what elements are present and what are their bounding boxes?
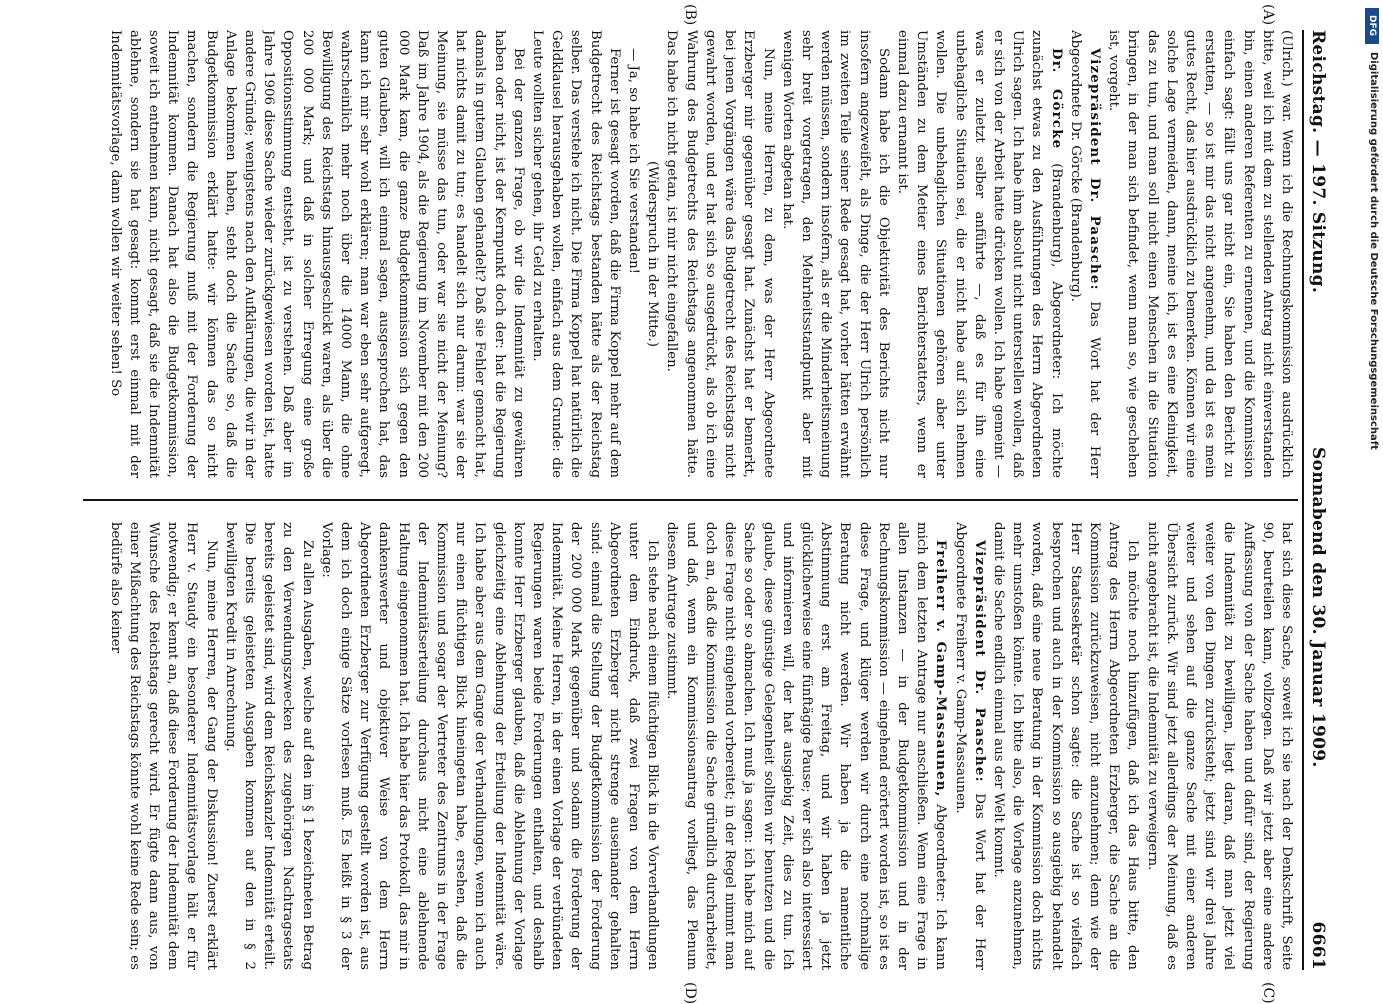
speaker-name: Vizepräsident Dr. Paasche: — [1086, 48, 1102, 291]
left-column — [81, 30, 1296, 478]
margin-marker-b: (B) — [682, 4, 698, 26]
header-left: Reichstag. — 197. Sitzung. — [1308, 30, 1328, 294]
paragraph: Nun, meine Herren, der Gang der Diskussion! Zuerst erklärt Herr v. Staudy ein besonderer Indemnitätsvorlage hält er für notwendig; er kennt an, daß diese Forderung der Indemnität dem Wunsche des Reichstags gerecht wird. Er fügte dann aus, von einer Mißachtung des Reichstags könnte wohl keine Rede sein; es bedürfe also keiner — [107, 522, 219, 970]
speaker-name: Dr. Görcke — [1048, 48, 1064, 150]
paragraph-text: Abgeordneter: Ich kann mich dem letzten Antrage nur anschließen. Wenn eine Frage in allen Instanzen — in der Budgetkommission und in der Rechnungskommission — eingehend erörtert worden ist, so ist es diese Frage, und klüger werden wir durch eine nochmalige Beratung nicht werden. Wir haben ja die namentliche Abstimmung erst am Freitag, und wir haben ja jetzt glücklicherweise eine fünftägige Pause; wer sich also interessiert und informieren will, der hat ausgiebig Zeit, dies zu tun. Ich glaube, diese günstige Gelegenheit sollten wir benutzen und die Sache so oder so abmachen. Ich muß ja sagen: ich habe mich auf diese Frage nicht eingehend vorbereitet; in der Regel nimmt man doch an, daß die Kommission die Sache gründlich durcharbeitet, und daß, wenn ein Kommissionsantrag vorliegt, das Plenum diesem Antrage zustimmt. — [664, 522, 949, 970]
paragraph-text: Das Wort hat der Herr Abgeordnete Freiherr v. Gamp-Massaunen. — [952, 522, 987, 970]
paragraph-text: (Brandenburg), Abgeordneter: Ich möchte zunächst etwas zu den Ausführungen des Herrn Abgeordneten Ulrich sagen. Ich habe ihm absolut nicht unterstellen wollen, daß er sich von der Arbeit hatte drücken wollen. Ich habe gemeint — was er zuletzt selber anführte —, daß es für ihn eine unbehagliche Situation sei, die er nicht habe auf sich nehmen wollen. Die unbehaglichen Situationen gehören aber unter Umständen zu dem Metier eines Berichterstatters, wenn er einmal dazu ernannt ist. — [894, 30, 1064, 478]
dfg-sidebar — [1365, 8, 1379, 990]
paragraph: — Ja, so habe ich Sie verstanden! — [626, 48, 642, 275]
paragraph: Sodann habe ich die Objektivität des Berichts nicht nur insofern angezweifelt, als Dinge, die der Herr Ulrich persönlich im zweiten Teile seiner Rede gesagt hat, vorher hätten erwähnt werden müssen, sondern insofern, als er die Minderheitsmeinung sehr breit vorgetragen, den Mehrheitsstandpunkt aber mit wenigen Worten abgetan hat. — [779, 30, 891, 478]
paragraph — [893, 30, 1066, 478]
speaker-name: Freiherr v. Gamp-Massaunen, — [933, 540, 949, 798]
speaker-name: Vizepräsident Dr. Paasche: — [971, 540, 987, 783]
paragraph: Nun, meine Herren, zu dem, was der Herr Abgeordnete Erzberger mir gegenüber gesagt hat. Zunächst hat er bemerkt, bei jenen Vorgängen wäre das Budgetrecht des Reichstags nicht gewahrt worden, und er hat sich so ausgedrückt, als ob ich eine Wahrung des Budgetrechts des Reichstags angenommen hätte. Das habe ich nicht getan, ist mir nicht eingefallen. — [664, 30, 776, 478]
paragraph: hat sich diese Sache, soweit ich sie nach der Denkschrift, Seite 90, beurteilen kann, vollzogen. Daß wir jetzt aber eine andere Auffassung von der Sache haben und dafür sind, der Regierung die Indemnität zu bewilligen, liegt daran, daß man jetzt viel weiter von den Dingen zurücksteht; jetzt sind wir drei Jahre weiter und sehen auf die ganze Sache mit einer anderen Übersicht zurück. Wir sind jetzt allerdings der Meinung, daß es nicht angebracht ist, die Indemnität zu verweigern. — [1144, 522, 1294, 970]
column-divider — [83, 499, 1298, 501]
paragraph — [662, 522, 950, 970]
document-page — [78, 4, 1338, 1004]
paragraph: (Ulrich.) war. Wenn ich die Rechnungskommission ausdrücklich bitte, weil ich mit dem zu stellenden Antrag nicht einverstanden bin, einen anderen Referenten zu ernennen, und die Kommission einfach sagt: fällt uns gar nicht ein, Sie haben den Bericht zu erstatten, — so ist mir das nicht angenehm, und da ist es mein gutes Recht, das hier ausdrücklich zu bemerken. Können wir eine solche Lage vermeiden, dann, meine ich, ist es eine Kleinigkeit, das zu tun, und man soll nicht einen Menschen in die Situation bringen, in der man sich befindet, wenn man so, wie geschehen ist, vorgeht. — [1106, 30, 1294, 478]
paragraph: Ich möchte noch hinzufügen, daß ich das Haus bitte, den Antrag des Herrn Abgeordneten Erzberger, die Sache an die Kommission zurückzuweisen, nicht anzunehmen; denn wie der Herr Staatssekretär schon sagte: die Sache ist so vielfach besprochen und auch in der Kommission so ausgiebig behandelt worden, daß eine neue Beratung in der Kommission doch nichts mehr umstoßen könnte. Ich bitte also, die Vorlage anzunehmen, damit die Sache endlich einmal aus der Welt kommt. — [990, 522, 1141, 970]
paragraph: Ich stehe nach einem flüchtigen Blick in die Vorverhandlungen unter dem Eindruck, daß zwei Fragen von dem Herrn Abgeordneten Erzberger nicht strenge auseinander gehalten sind: einmal die Stellung der Budgetkommission der Forderung der 200 000 Mark gegenüber und sodann die Forderung der Indemnität. Meine Herren, in der einen Vorlage der verbündeten Regierungen waren beide Forderungen enthalten, und deshalb konnte Herr Erzberger glauben, daß die Ablehnung der Vorlage gleichzeitig eine Ablehnung der Erteilung der Indemnität wäre. Ich habe aber aus dem Gange der Verhandlungen, wenn ich auch nur einen flüchtigen Blick hineingetan habe, ersehen, daß die Kommission und sogar der Vertreter des Zentrums in der Frage der Indemnitätserteilung durchaus nicht eine ablehnende Haltung eingenommen hat. Ich habe hier das Protokoll, das mir in dankenswerter und objektiver Weise von dem Herrn Abgeordneten Erzberger zur Verfügung gestellt worden ist, aus dem ich doch einige Sätze vorlesen muß. Es heißt in § 3 der Vorlage: — [318, 522, 661, 970]
header-rule — [1302, 30, 1304, 970]
margin-marker-a: (A) — [1260, 4, 1276, 26]
dfg-logo: DFG — [1365, 8, 1379, 44]
paragraph — [950, 522, 988, 970]
paragraph-text: Das Wort hat der Herr Abgeordnete Dr. Görcke (Brandenburg). — [1067, 30, 1102, 478]
running-head — [1308, 30, 1338, 970]
interjection: (Widerspruch in der Mitte.) — [645, 161, 661, 347]
right-column — [81, 522, 1296, 970]
page-number: 6661 — [1308, 921, 1328, 970]
paragraph — [1066, 30, 1104, 478]
margin-marker-d: (D) — [682, 982, 698, 1004]
paragraph: Bei der ganzen Frage, ob wir die Indemnität zu gewähren haben oder nicht, ist der Kernpunkt doch der: hat die Regierung damals in gutem Glauben gehandelt? Daß sie Fehler gemacht hat, hat nichts damit zu tun; es handelt sich nur darum: war sie der Meinung, sie müsse das tun, oder war sie nicht der Meinung? Daß im Jahre 1904, als die Regierung im November mit den 200 000 Mark kam, die ganze Budgetkommission sich gegen den guten Glauben, will ich einmal sagen, ausgesprochen hat, das kann ich mir sehr wohl erklären; man war eben sehr aufgeregt, wahrscheinlich mehr noch über die 14000 Mann, die ohne Bewilligung des Reichstags hinausgeschickt waren, als über die 200 000 Mark; und daß in solcher Erregung eine große Oppositionsstimmung entsteht, ist zu verstehen. Daß aber im Jahre 1906 diese Sache wieder zurückgewiesen worden ist, hatte andere Gründe; wenigstens nach den Aufklärungen, die wir in der Anlage bekommen haben, steht doch die Sache so, daß die Budgetkommission erklärt hatte: wir können das so nicht machen, sondern die Regierung muß mit der Forderung der Indemnität kommen. Danach hat also die Budgetkommission, soweit ich entnehmen kann, nicht gesagt, daß sie die Indemnität ablehne, sondern sie hat gesagt: kommt erst einmal mit der Indemnitätsvorlage, dann wollen wir weiter sehen! So — [107, 30, 526, 478]
header-date: Sonnabend den 30. Januar 1909. — [1308, 446, 1328, 768]
digitization-note: Digitalisierung gefördert durch die Deutsche Forschungsgemeinschaft — [1368, 52, 1379, 450]
paragraph: Ferner ist gesagt worden, daß die Firma Koppel mehr auf dem Budgetrecht des Reichstags bestanden hätte als der Reichstag selber. Das verstehe ich nicht. Die Firma Koppel hat natürlich die Geldklausel herausgehaben wollen, einfach aus dem Grunde: die Leute wollten sicher gehen, ihr Geld zu erhalten. — [530, 30, 622, 478]
margin-marker-c: (C) — [1260, 982, 1276, 1004]
quoted-paragraph: Zu allen Ausgaben, welche auf den im § 1 bezeichneten Betrag zu den Verwendungszwecken des zugehörigen Nachtragsetats bereits geleistet sind, wird dem Reichskanzler Indemnität erteilt. Die bereits geleisteten Ausgaben kommen auf den in § 2 bewilligten Kredit in Anrechnung. — [222, 522, 315, 970]
